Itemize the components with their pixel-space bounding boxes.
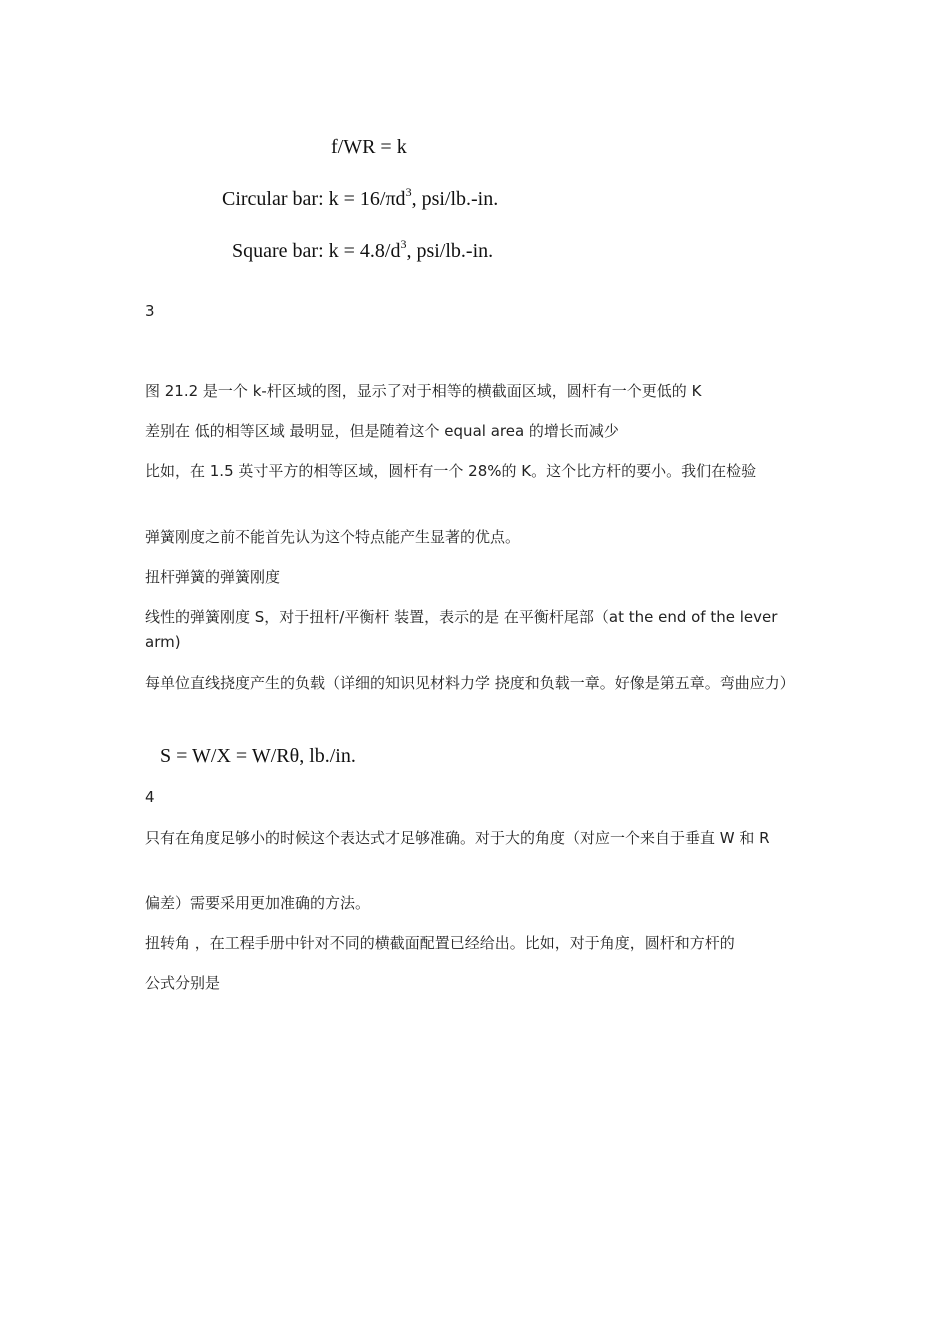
paragraph-accurate-method: 偏差）需要采用更加准确的方法。 — [145, 894, 371, 912]
section-heading-torsion-spring-rate: 扭杆弹簧的弹簧刚度 — [145, 568, 281, 586]
paragraph-k-bar-figure: 图 21.2 是一个 k-杆区域的图，显示了对于相等的横截面区域，圆杆有一个更低的 K — [145, 382, 702, 400]
paragraph-formulas-respectively: 公式分别是 — [145, 974, 221, 992]
formula-circular-bar-units: , psi/lb.-in. — [411, 188, 499, 210]
formula-square-bar-exponent: 3 — [400, 237, 407, 252]
page-number-4: 4 — [145, 788, 155, 806]
paragraph-difference: 差别在 低的相等区域 最明显，但是随着这个 equal area 的增长而减少 — [145, 422, 619, 440]
formula-circular-bar-main: Circular bar: k = 16/πd — [222, 188, 406, 210]
paragraph-small-angle: 只有在角度足够小的时候这个表达式才足够准确。对于大的角度（对应一个来自于垂直 W 和 R — [145, 829, 770, 847]
formula-square-bar-main: Square bar: k = 4.8/d — [232, 240, 401, 262]
paragraph-load-per-deflection: 每单位直线挠度产生的负载（详细的知识见材料力学 挠度和负载一章。好像是第五章。弯曲应力） — [145, 674, 795, 692]
formula-circular-bar-exponent: 3 — [405, 185, 412, 200]
paragraph-example-28-percent: 比如，在 1.5 英寸平方的相等区域，圆杆有一个 28%的 K。这个比方杆的要小。我们在检验 — [145, 462, 757, 480]
formula-square-bar — [232, 237, 494, 263]
formula-square-bar-units: , psi/lb.-in. — [406, 240, 494, 262]
formula-spring-rate-s: S = W/X = W/Rθ, lb./in. — [160, 745, 356, 767]
formula-circular-bar — [222, 185, 499, 211]
paragraph-linear-spring-rate: 线性的弹簧刚度 S，对于扭杆/平衡杆 装置，表示的是 在平衡杆尾部（at the end of the lever arm) — [145, 608, 778, 651]
paragraph-twist-angle: 扭转角 ，在工程手册中针对不同的横截面配置已经给出。比如，对于角度，圆杆和方杆的 — [145, 934, 735, 952]
formula-f-wr-k: f/WR = k — [331, 136, 407, 158]
page-number-3: 3 — [145, 302, 155, 320]
paragraph-spring-stiffness-advantage: 弹簧刚度之前不能首先认为这个特点能产生显著的优点。 — [145, 528, 521, 546]
